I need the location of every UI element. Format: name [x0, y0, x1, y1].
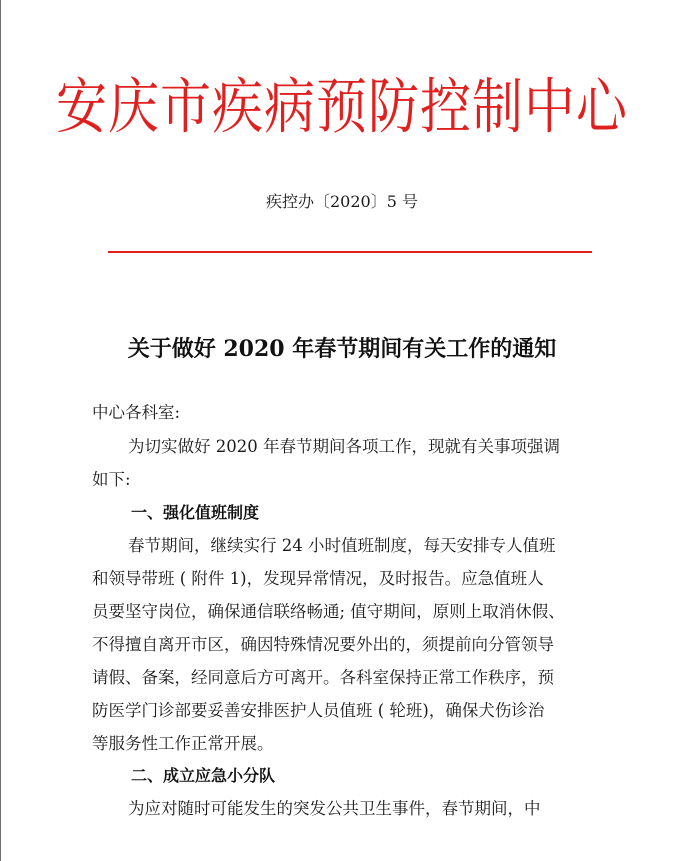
intro-line: 如下:: [92, 470, 131, 489]
red-divider-line: [108, 251, 592, 253]
section-1-line: 员要坚守岗位，确保通信联络畅通; 值守期间，原则上取消休假、: [92, 602, 565, 621]
section-1-heading: 一、强化值班制度: [131, 503, 260, 522]
section-1-line: 春节期间，继续实行 24 小时值班制度，每天安排专人值班: [128, 536, 556, 555]
document-number: 疾控办〔2020〕5 号: [266, 192, 418, 211]
section-1-line: 防医学门诊部要妥善安排医护人员值班 ( 轮班)，确保犬伤诊治: [92, 701, 545, 720]
section-2-heading: 二、成立应急小分队: [131, 766, 276, 785]
section-1-line: 不得擅自离开市区，确因特殊情况要外出的，须提前向分管领导: [92, 635, 554, 654]
section-2-line: 为应对随时可能发生的突发公共卫生事件，春节期间，中: [128, 799, 541, 818]
document-title: 关于做好 2020 年春节期间有关工作的通知: [127, 336, 557, 362]
section-1-line: 请假、备案，经同意后方可离开。各科室保持正常工作秩序，预: [92, 668, 554, 687]
issuing-organization-header: 安庆市疾病预防控制中心: [55, 73, 628, 143]
intro-line: 为切实做好 2020 年春节期间各项工作，现就有关事项强调: [128, 437, 560, 456]
section-1-line: 等服务性工作正常开展。: [92, 734, 274, 753]
salutation: 中心各科室:: [92, 403, 181, 422]
section-1-line: 和领导带班 ( 附件 1)，发现异常情况，及时报告。应急值班人: [92, 569, 544, 588]
